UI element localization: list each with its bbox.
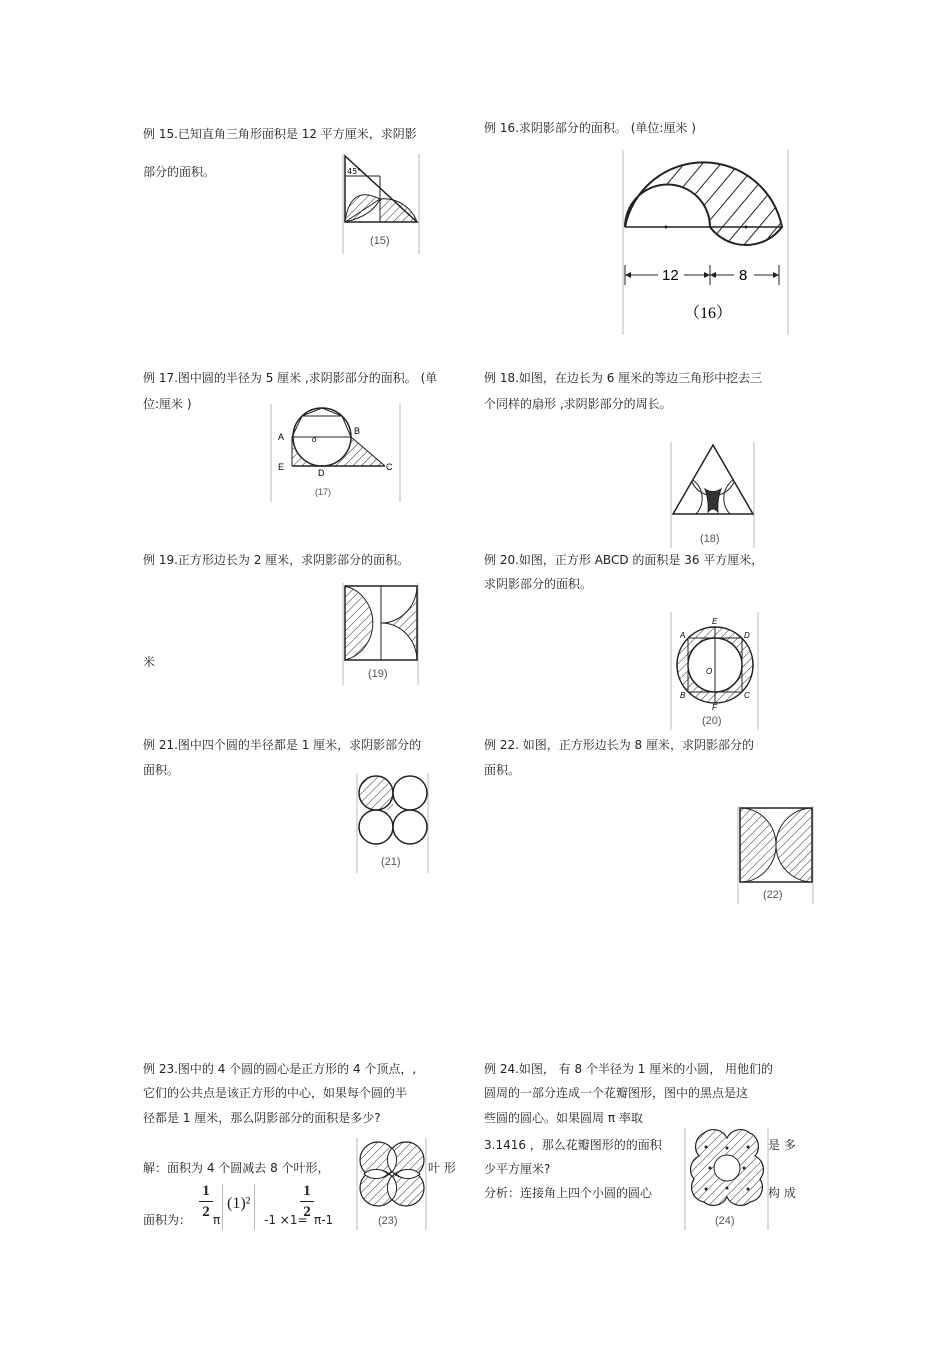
ex17-figure <box>270 404 402 502</box>
ex23-pi-1: π <box>213 1213 221 1227</box>
ex20-label-e: E <box>712 617 718 626</box>
ex24-text-line6-end: 构 成 <box>768 1186 796 1200</box>
ex24-text-line3: 些圆的圆心。如果圆周 π 率取 <box>484 1111 643 1125</box>
ex15-angle-label: 45° <box>347 167 362 176</box>
ex17-label-e: E <box>278 462 285 472</box>
ex22-figure <box>737 806 815 904</box>
ex23-fraction-1-bar <box>199 1201 213 1202</box>
ex23-fraction-1 <box>199 1183 213 1220</box>
ex20-text-line1: 例 20.如图，正方形 ABCD 的面积是 36 平方厘米， <box>484 553 764 567</box>
ex20-text-line2: 求阴影部分的面积。 <box>484 577 593 591</box>
ex18-text-line1: 例 18.如图，在边长为 6 厘米的等边三角形中挖去三 <box>484 371 763 385</box>
ex15-text-line1: 例 15.已知直角三角形面积是 12 平方厘米，求阴影 <box>143 127 417 141</box>
ex16-text-line1: 例 16.求阴影部分的面积。 (单位:厘米 ) <box>484 121 696 135</box>
ex24-text-line4-end: 是 多 <box>768 1138 796 1152</box>
ex24-figure <box>684 1128 770 1230</box>
ex20-figure <box>670 612 760 730</box>
ex22-figure-label: (22) <box>763 889 783 901</box>
ex20-label-d: D <box>744 631 750 640</box>
ex21-text-line1: 例 21.图中四个圆的半径都是 1 厘米，求阴影部分的 <box>143 738 422 752</box>
ex24-text-line2: 圆周的一部分连成一个花瓣图形，图中的黑点是这 <box>484 1086 749 1100</box>
ex17-label-d: D <box>318 468 325 478</box>
ex23-fraction-2-bar <box>300 1201 314 1202</box>
ex17-label-c: C <box>386 462 393 472</box>
ex20-label-c: C <box>744 691 750 700</box>
ex20-label-a: A <box>680 631 686 640</box>
ex24-text-line4: 3.1416 ，那么花瓣图形的的面积 <box>484 1138 662 1152</box>
ex23-fraction-1-numerator: 1 <box>202 1183 210 1199</box>
ex24-figure-label: (24) <box>715 1215 735 1227</box>
ex20-label-b: B <box>680 691 686 700</box>
ex23-fraction-2-numerator: 1 <box>303 1183 311 1199</box>
ex16-dim-8: 8 <box>739 267 748 284</box>
ex23-solution-mid: -1 ×1= <box>264 1213 308 1227</box>
ex15-figure <box>342 154 420 254</box>
ex23-text-line1: 例 23.图中的 4 个圆的圆心是正方形的 4 个顶点，, <box>143 1062 417 1076</box>
ex22-text-line2: 面积。 <box>484 763 521 777</box>
ex23-figure-label: (23) <box>378 1215 398 1227</box>
ex23-solution-leaf: 叶 形 <box>428 1161 456 1175</box>
ex19-figure-label: (19) <box>368 668 388 680</box>
ex17-label-a: A <box>278 432 285 442</box>
ex23-fraction-1-denominator: 2 <box>202 1204 210 1220</box>
ex23-solution-end: π-1 <box>314 1213 334 1227</box>
ex20-figure-label: (20) <box>702 715 722 727</box>
ex16-figure <box>622 150 790 335</box>
ex21-figure-label: (21) <box>381 856 401 868</box>
ex24-text-line6: 分析：连接角上四个小圆的圆心 <box>484 1186 653 1200</box>
ex23-solution-line1: 解：面积为 4 个圆减去 8 个叶形， <box>143 1161 330 1175</box>
ex23-figure <box>356 1138 428 1230</box>
ex15-text-line2: 部分的面积。 <box>143 165 216 179</box>
ex18-figure <box>670 442 756 548</box>
ex17-text-line2: 位:厘米 ) <box>143 397 192 411</box>
ex20-label-f: F <box>712 703 717 712</box>
ex24-text-line5: 少平方厘米? <box>484 1162 551 1176</box>
ex20-label-o: O <box>706 667 713 676</box>
ex23-squared-term: (1)² <box>222 1184 255 1230</box>
ex23-text-line2: 它们的公共点是该正方形的中心，如果每个圆的半 <box>143 1086 408 1100</box>
ex19-stray-char: 米 <box>143 655 156 669</box>
ex19-text-line1: 例 19.正方形边长为 2 厘米，求阴影部分的面积。 <box>143 553 410 567</box>
ex17-label-o: o <box>312 435 317 444</box>
ex23-fraction-2 <box>300 1183 314 1220</box>
ex24-text-line1: 例 24.如图， 有 8 个半径为 1 厘米的小圆， 用他们的 <box>484 1062 774 1076</box>
ex22-text-line1: 例 22. 如图，正方形边长为 8 厘米，求阴影部分的 <box>484 738 754 752</box>
ex15-figure-label: (15) <box>370 235 390 247</box>
ex18-text-line2: 个同样的扇形 ,求阴影部分的周长。 <box>484 397 672 411</box>
ex17-figure-label: (17) <box>315 487 332 497</box>
ex21-figure <box>356 773 430 873</box>
ex16-dim-12: 12 <box>662 267 679 284</box>
ex21-text-line2: 面积。 <box>143 763 180 777</box>
ex23-text-line3: 径都是 1 厘米，那么阴影部分的面积是多少? <box>143 1111 381 1125</box>
ex16-figure-label: （16） <box>684 305 733 322</box>
ex19-figure <box>342 583 420 685</box>
ex17-label-b: B <box>354 426 361 436</box>
ex18-figure-label: (18) <box>700 533 720 545</box>
ex23-fraction-2-denominator: 2 <box>303 1204 311 1220</box>
ex23-solution-line2: 面积为： <box>143 1213 192 1227</box>
ex17-text-line1: 例 17.图中圆的半径为 5 厘米 ,求阴影部分的面积。 (单 <box>143 371 438 385</box>
